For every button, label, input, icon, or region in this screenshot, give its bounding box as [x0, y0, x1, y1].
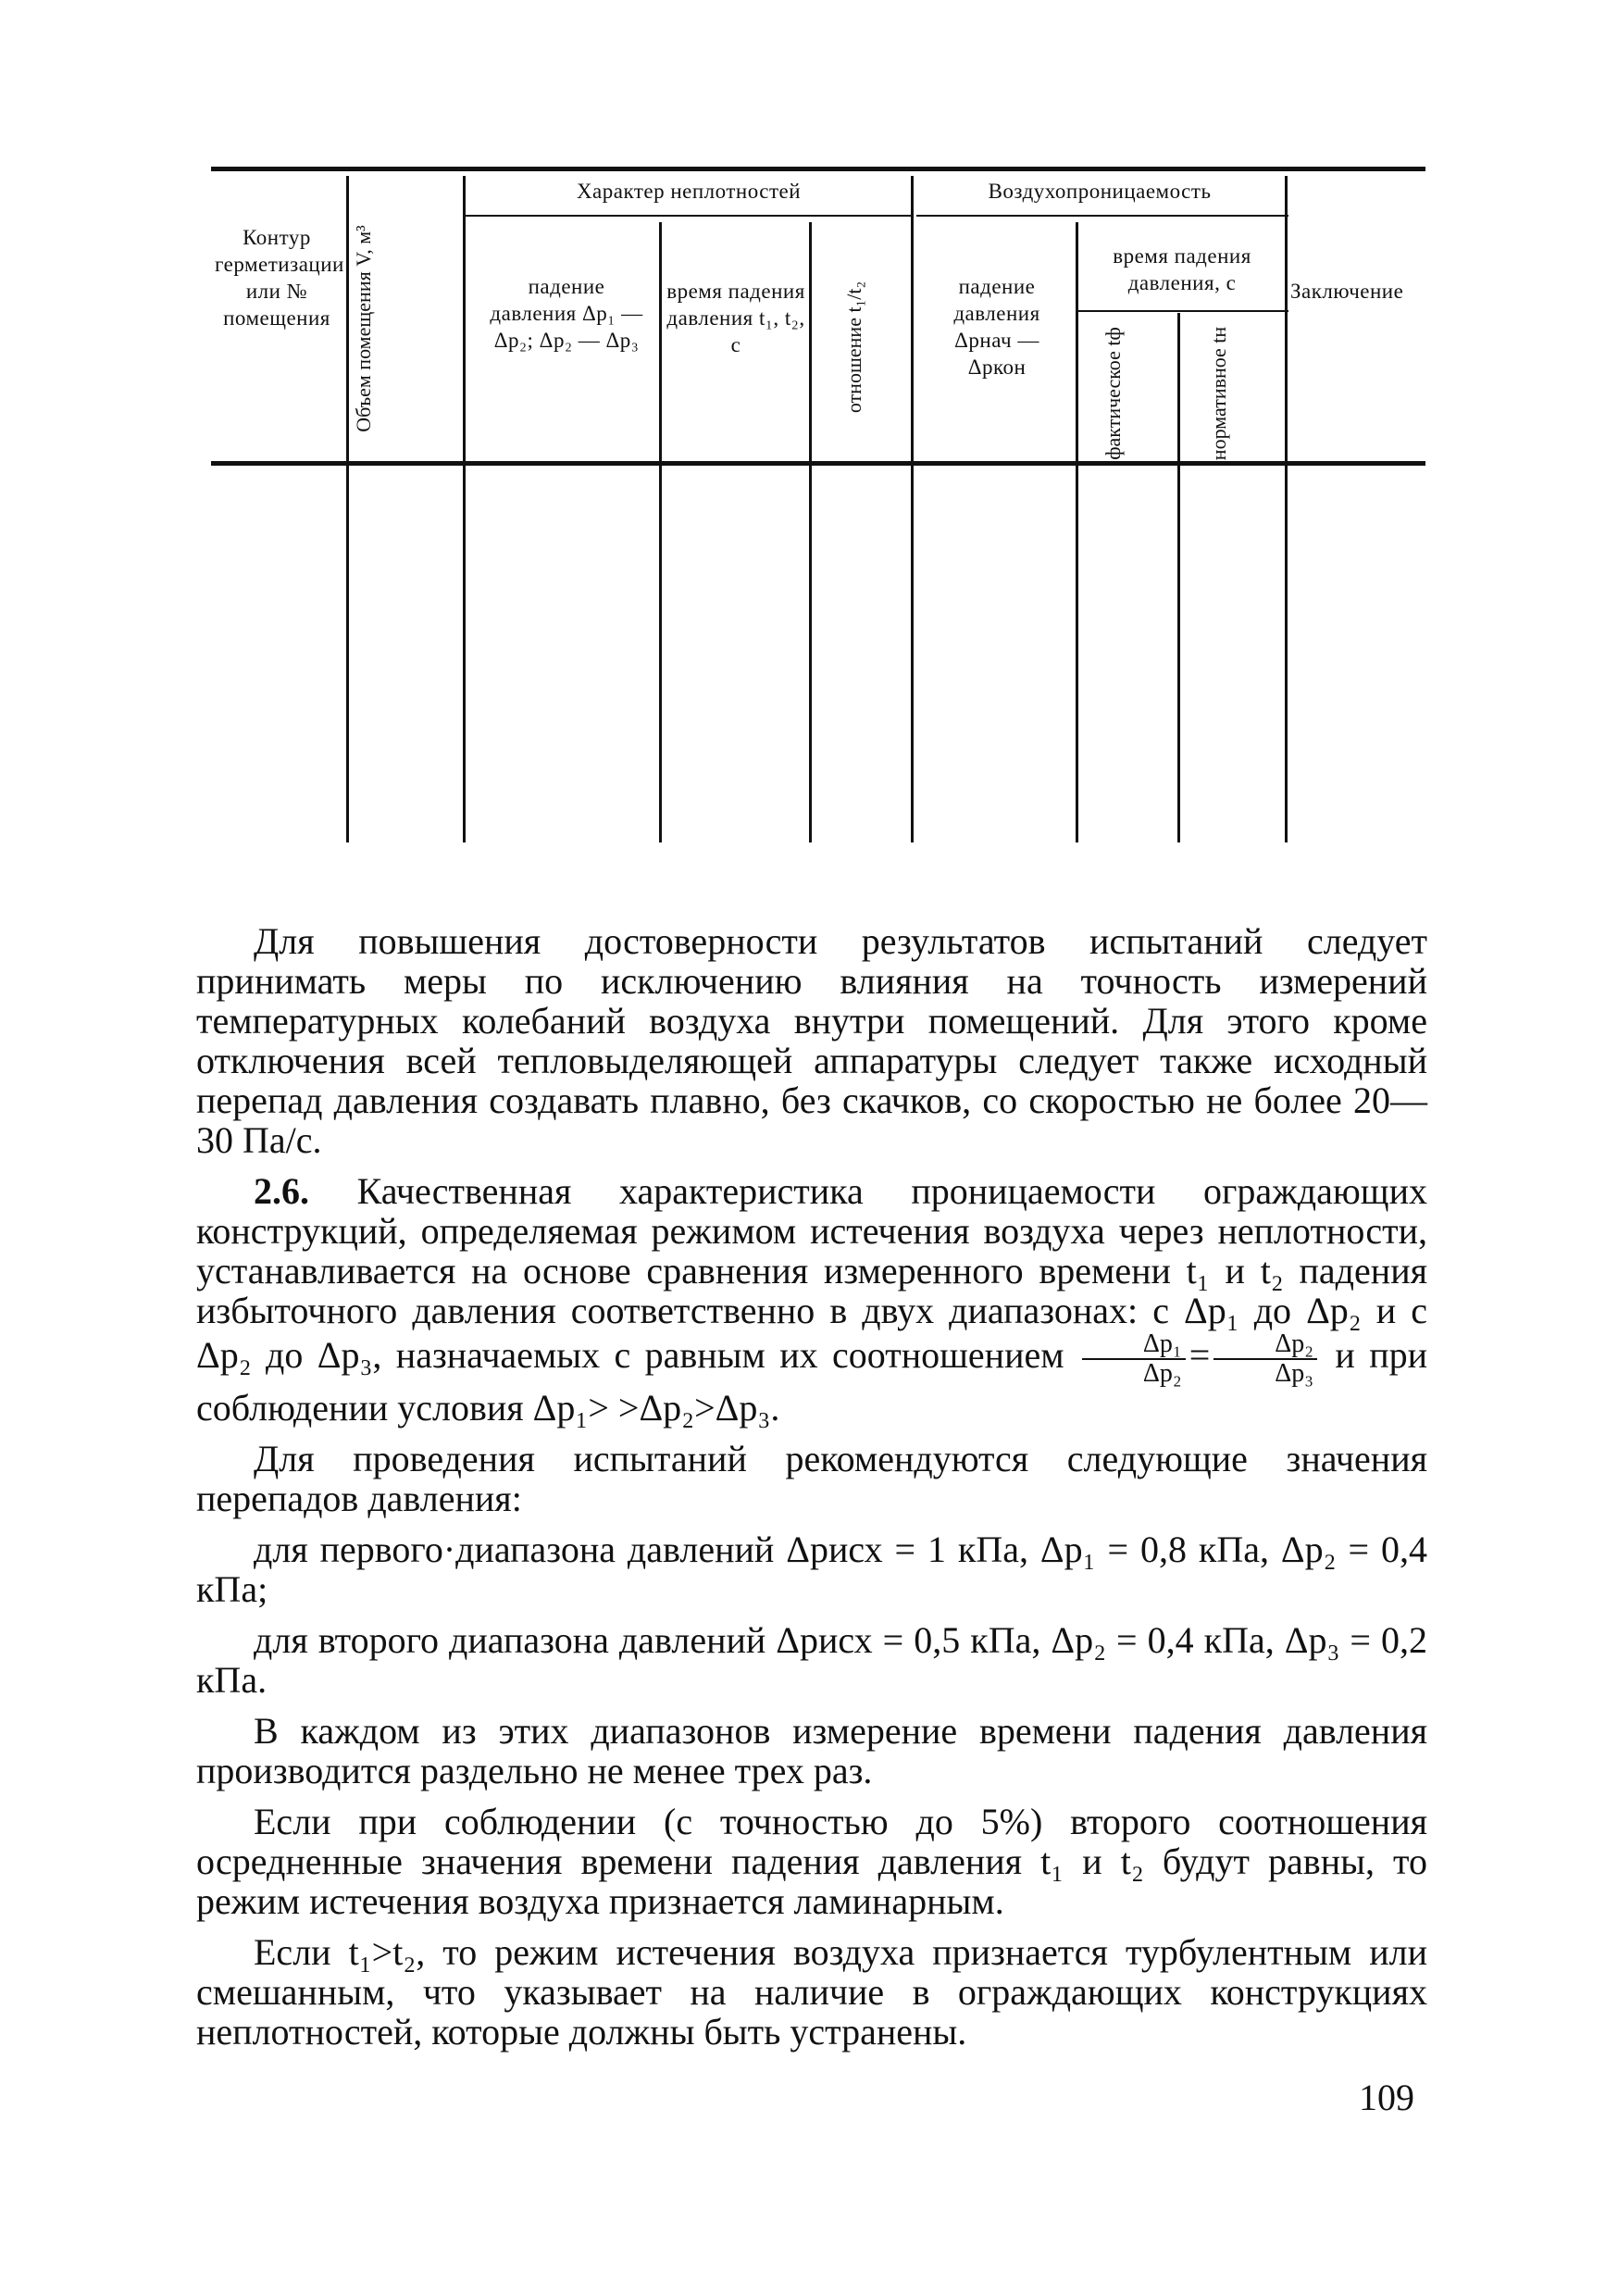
col-sep-8	[1285, 176, 1288, 842]
page-number: 109	[1359, 2077, 1414, 2118]
fraction-1-numerator: Δp₁	[1082, 1330, 1186, 1360]
col-sep-3	[659, 222, 662, 842]
time-group-underline	[1077, 310, 1288, 312]
header-pressure-drop-start-end: падение давления Δpнач — Δpкон	[953, 275, 1040, 379]
paragraph-2-6-text-b: и при соблюдении условия Δp₁> >Δp₂>Δp₃.	[196, 1334, 1428, 1429]
header-permeability-group: Воздухопроницаемость	[988, 180, 1212, 203]
col-sep-5	[911, 176, 914, 842]
table-top-rule	[211, 167, 1425, 171]
col-sep-2	[463, 176, 466, 842]
fraction-2-numerator: Δp₂	[1214, 1330, 1317, 1360]
leak-group-underline	[465, 215, 913, 217]
col-sep-7	[1177, 313, 1180, 842]
header-leak-group: Характер неплотностей	[576, 180, 802, 203]
header-ratio: отношение t₁/t₂	[842, 281, 865, 414]
header-drop-time: время падения давления t₁, t₂, с	[666, 280, 805, 356]
header-time-group: время падения давления, с	[1113, 244, 1251, 294]
body-text	[196, 921, 1427, 2063]
fraction-2-denominator: Δp₃	[1275, 1359, 1314, 1388]
col-sep-1	[346, 176, 349, 842]
paragraph-first-range: для первого·диапазона давлений Δpисх = 1 кПа, Δp₁ = 0,8 кПа, Δp₂ = 0,4 кПа;	[196, 1529, 1427, 1610]
header-actual: фактическое tф	[1101, 327, 1125, 460]
header-conclusion: Заключение	[1290, 280, 1404, 303]
section-number: 2.6.	[254, 1170, 309, 1212]
fraction-1	[1082, 1330, 1186, 1388]
header-volume: Объем помещения V, м³	[352, 225, 375, 432]
fraction-1-denominator: Δp₂	[1142, 1359, 1182, 1388]
header-contour: Контур герметизации или № помещения	[215, 226, 344, 330]
paragraph-temperature: Для повышения достоверности результатов испытаний следует принимать меры по исключению влияния на точность измерений температурных колебаний воздуха внутри помещений. Для этого кроме отключения всей тепловыделяющей аппаратуры следует также исходный перепад давления создавать плавно, без скачков, со скоростью не более 20—30 Па/с.	[196, 920, 1427, 1161]
paragraph-recommended-values: Для проведения испытаний рекомендуются следующие значения перепадов давления:	[196, 1438, 1427, 1519]
paragraph-2-6-text-a: Качественная характеристика проницаемости ограждающих конструкций, определяемая режимом истечения воздуха через неплотности, устанавливается на основе сравнения измеренного времени t₁ и t₂ падения избыточного давления соответственно в двух диапазонах: с Δp₁ до Δp₂ и с Δp₂ до Δp₃, назначаемых с равным их соотношением	[196, 1170, 1428, 1377]
paragraph-laminar: Если при соблюдении (с точностью до 5%) второго соотношения осредненные значения времени падения давления t₁ и t₂ будут равны, то режим истечения воздуха признается ламинарным.	[196, 1801, 1427, 1922]
paragraph-second-range: для второго диапазона давлений Δpисх = 0,5 кПа, Δp₂ = 0,4 кПа, Δp₃ = 0,2 кПа.	[196, 1619, 1427, 1701]
header-normative: нормативное tн	[1207, 326, 1230, 461]
paragraph-2-6	[196, 1171, 1427, 1428]
header-pressure-drop-ranges: падение давления Δp₁ — Δp₂; Δp₂ — Δp₃	[490, 275, 643, 352]
equals-sign: =	[1189, 1334, 1211, 1377]
paragraph-turbulent: Если t₁>t₂, то режим истечения воздуха признается турбулентным или смешанным, что указывает на наличие в ограждающих конструкциях неплотностей, которые должны быть устранены.	[196, 1931, 1427, 2053]
fraction-2	[1214, 1330, 1317, 1388]
col-sep-4	[809, 222, 812, 842]
paragraph-measurement-repeat: В каждом из этих диапазонов измерение времени падения давления производится раздельно не менее трех раз.	[196, 1710, 1427, 1791]
permeability-group-underline	[916, 215, 1288, 217]
col-sep-6	[1076, 222, 1078, 842]
